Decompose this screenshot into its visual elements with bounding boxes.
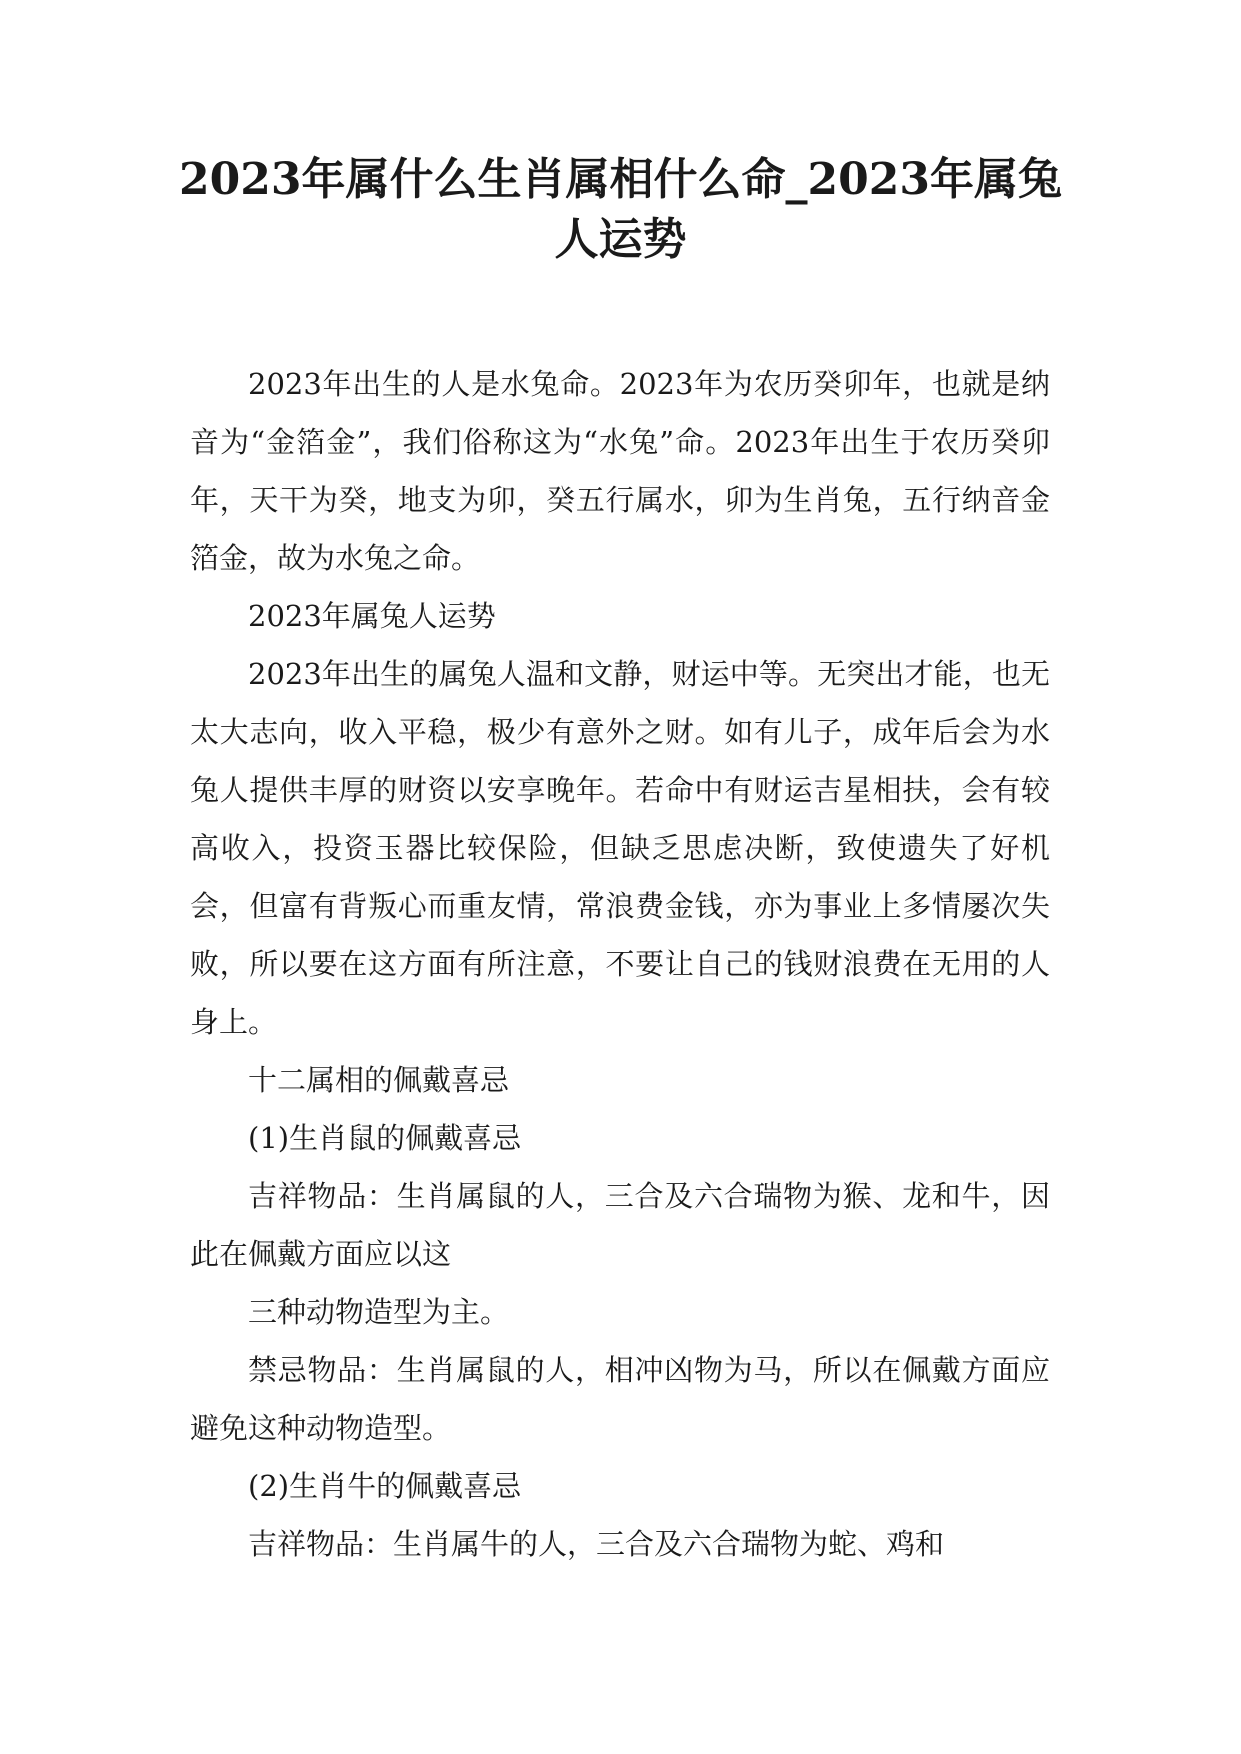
subheading-ox: (2)生肖牛的佩戴喜忌 [248,1469,522,1503]
document-body [190,355,1050,1573]
paragraph-rabbit-fortune: 2023年出生的属兔人温和文静，财运中等。无突出才能，也无太大志向，收入平稳，极少有意外之财。如有儿子，成年后会为水兔人提供丰厚的财资以安享晚年。若命中有财运吉星相扶，会有较高收入，投资玉器比较保险，但缺乏思虑决断，致使遗失了好机会，但富有背叛心而重友情，常浪费金钱，亦为事业上多情屡次失败，所以要在这方面有所注意，不要让自己的钱财浪费在无用的人身上。 [190,657,1050,1039]
paragraph-rat-lucky-items: 吉祥物品：生肖属鼠的人，三合及六合瑞物为猴、龙和牛，因此在佩戴方面应以这 [190,1179,1050,1271]
subheading-rat: (1)生肖鼠的佩戴喜忌 [248,1121,522,1155]
paragraph-ox-lucky-items: 吉祥物品：生肖属牛的人，三合及六合瑞物为蛇、鸡和 [248,1527,945,1561]
paragraph-rat-taboo-items: 禁忌物品：生肖属鼠的人，相冲凶物为马，所以在佩戴方面应避免这种动物造型。 [190,1353,1050,1445]
section-heading-rabbit-fortune: 2023年属兔人运势 [248,599,496,633]
document-title: 2023年属什么生肖属相什么命_2023年属兔人运势 [179,154,1062,265]
paragraph-rat-lucky-items-cont: 三种动物造型为主。 [248,1295,510,1329]
paragraph-water-rabbit-destiny: 2023年出生的人是水兔命。2023年为农历癸卯年，也就是纳音为“金箔金”，我们俗称这为“水兔”命。2023年出生于农历癸卯年，天干为癸，地支为卯，癸五行属水，卯为生肖兔，五行纳音金箔金，故为水兔之命。 [190,367,1050,575]
section-heading-zodiac-wearing: 十二属相的佩戴喜忌 [248,1063,510,1097]
